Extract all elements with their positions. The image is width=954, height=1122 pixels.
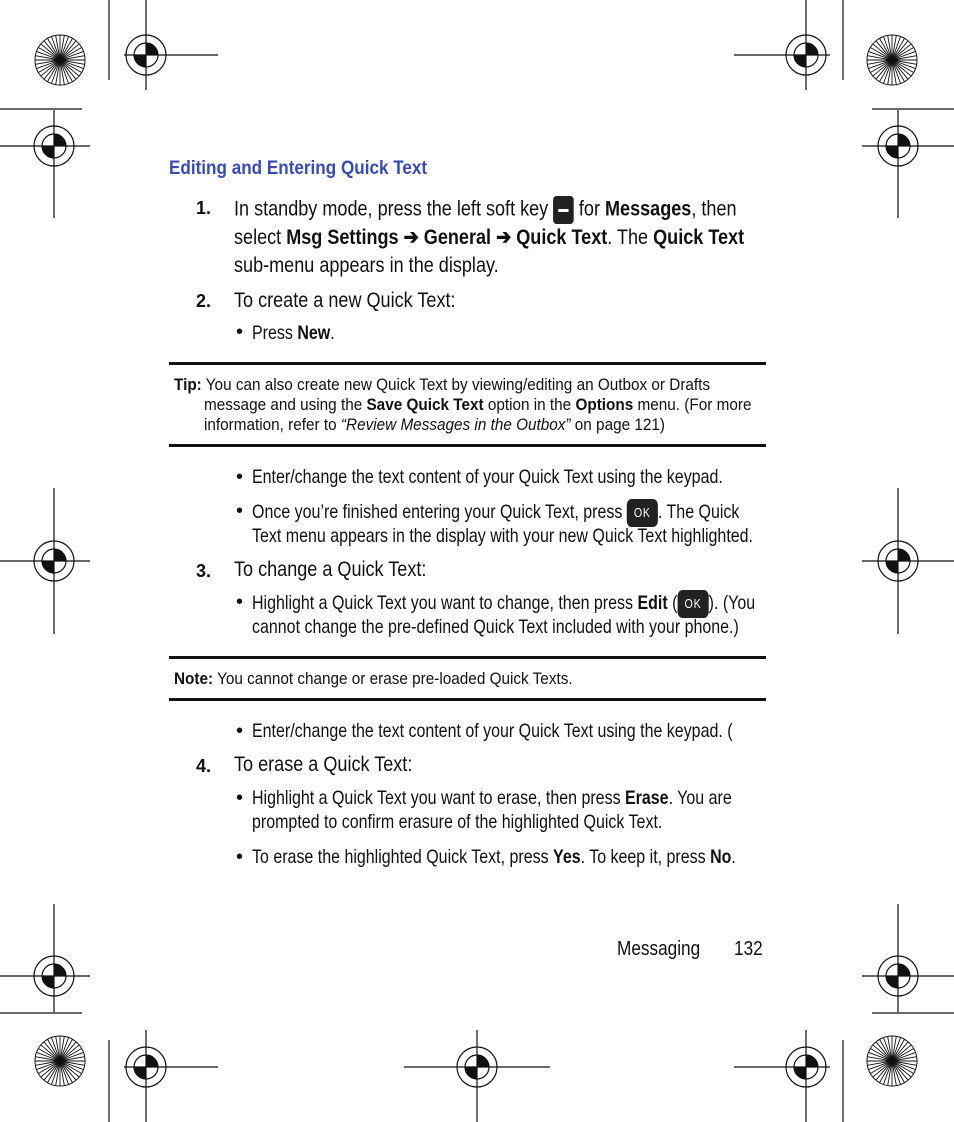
note-label: Note:	[174, 669, 214, 688]
arrow-icon: ➔	[403, 226, 419, 249]
step-3-bullet-1	[252, 590, 755, 618]
text: .	[731, 846, 736, 868]
menu-label: Msg Settings	[286, 226, 399, 249]
text: Highlight a Quick Text you want to change, then press	[252, 592, 634, 615]
text: message and using the	[204, 395, 363, 414]
menu-label: Save Quick Text	[366, 395, 484, 414]
menu-label: Yes	[553, 846, 581, 868]
ok-key-icon: OK	[677, 590, 708, 618]
text: (	[672, 592, 678, 615]
menu-label: Erase	[625, 787, 669, 809]
step-4-bullet-2	[252, 846, 736, 869]
bullet: •	[236, 720, 244, 742]
menu-label: Options	[575, 395, 634, 414]
step-2-text: To create a new Quick Text:	[234, 289, 456, 312]
text: You cannot change or erase pre-loaded Quick Texts.	[217, 669, 573, 688]
step-number: 3.	[196, 561, 212, 581]
text: Highlight a Quick Text you want to erase, then press	[252, 787, 621, 809]
bullet: •	[236, 846, 244, 868]
text: on page 121)	[574, 415, 665, 434]
text: select	[234, 226, 282, 249]
bullet: •	[236, 500, 244, 522]
arrow-icon: ➔	[496, 226, 512, 249]
note-bottom-rule	[169, 698, 766, 701]
text: , then	[691, 197, 737, 221]
step-2-bullet-2: Enter/change the text content of your Quick Text using the keypad.	[252, 466, 723, 488]
cross-reference: “Review Messages in the Outbox”	[340, 415, 571, 434]
step-4-bullet-1	[252, 787, 732, 810]
text: . You are	[668, 787, 732, 809]
step-3-text: To change a Quick Text:	[234, 558, 427, 581]
tip-bottom-rule	[169, 444, 766, 447]
ok-key-icon: OK	[627, 499, 658, 527]
step-4-bullet-1-line-2: prompted to confirm erasure of the highlighted Quick Text.	[252, 811, 663, 833]
text: You can also create new Quick Text by viewing/editing an Outbox or Drafts	[205, 375, 711, 394]
menu-label: General	[423, 226, 492, 249]
text: In standby mode, press the left soft key	[234, 197, 549, 221]
text: information, refer to	[204, 415, 337, 434]
step-1-line-3: sub-menu appears in the display.	[234, 254, 499, 277]
footer-section: Messaging	[617, 938, 701, 960]
text: menu. (For more	[637, 395, 752, 414]
step-2-bullet-1	[252, 322, 335, 345]
note-line	[174, 669, 573, 689]
text: . The Quick	[657, 501, 740, 524]
menu-label: Quick Text	[653, 226, 745, 249]
step-2-bullet-3	[252, 499, 739, 527]
text: .	[330, 322, 335, 344]
text: . To keep it, press	[580, 846, 706, 868]
step-1-line-1	[234, 196, 737, 224]
text: Press	[252, 322, 293, 344]
step-number: 2.	[196, 291, 212, 311]
text: . The	[607, 226, 649, 249]
step-1-line-2	[234, 225, 744, 250]
step-3-bullet-1-line-2: cannot change the pre-defined Quick Text included with your phone.)	[252, 616, 739, 638]
text: ). (You	[708, 592, 756, 615]
bullet: •	[236, 787, 244, 809]
text: To erase the highlighted Quick Text, press	[252, 846, 549, 868]
bullet: •	[236, 321, 244, 343]
tip-line-1	[174, 375, 710, 395]
text: for	[578, 197, 600, 221]
text: option in the	[487, 395, 572, 414]
step-number: 1.	[196, 198, 212, 218]
tip-top-rule	[169, 362, 766, 365]
section-heading: Editing and Entering Quick Text	[169, 158, 428, 179]
bullet: •	[236, 466, 244, 488]
menu-label: Messages	[605, 197, 692, 221]
step-4-text: To erase a Quick Text:	[234, 753, 413, 776]
menu-label: Quick Text	[516, 226, 608, 249]
tip-line-3	[204, 415, 665, 435]
step-3-bullet-2: Enter/change the text content of your Quick Text using the keypad. (	[252, 720, 733, 742]
bullet: •	[236, 591, 244, 613]
left-soft-key-icon	[553, 196, 574, 224]
note-top-rule	[169, 656, 766, 659]
step-number: 4.	[196, 756, 212, 776]
page-number: 132	[734, 938, 763, 960]
text: Once you’re finished entering your Quick Text, press	[252, 501, 623, 524]
tip-line-2	[204, 395, 751, 415]
menu-label: Edit	[637, 592, 668, 615]
menu-label: New	[297, 322, 331, 344]
tip-label: Tip:	[174, 375, 202, 394]
menu-label: No	[710, 846, 732, 868]
step-2-bullet-3-line-2: Text menu appears in the display with your new Quick Text highlighted.	[252, 525, 754, 547]
